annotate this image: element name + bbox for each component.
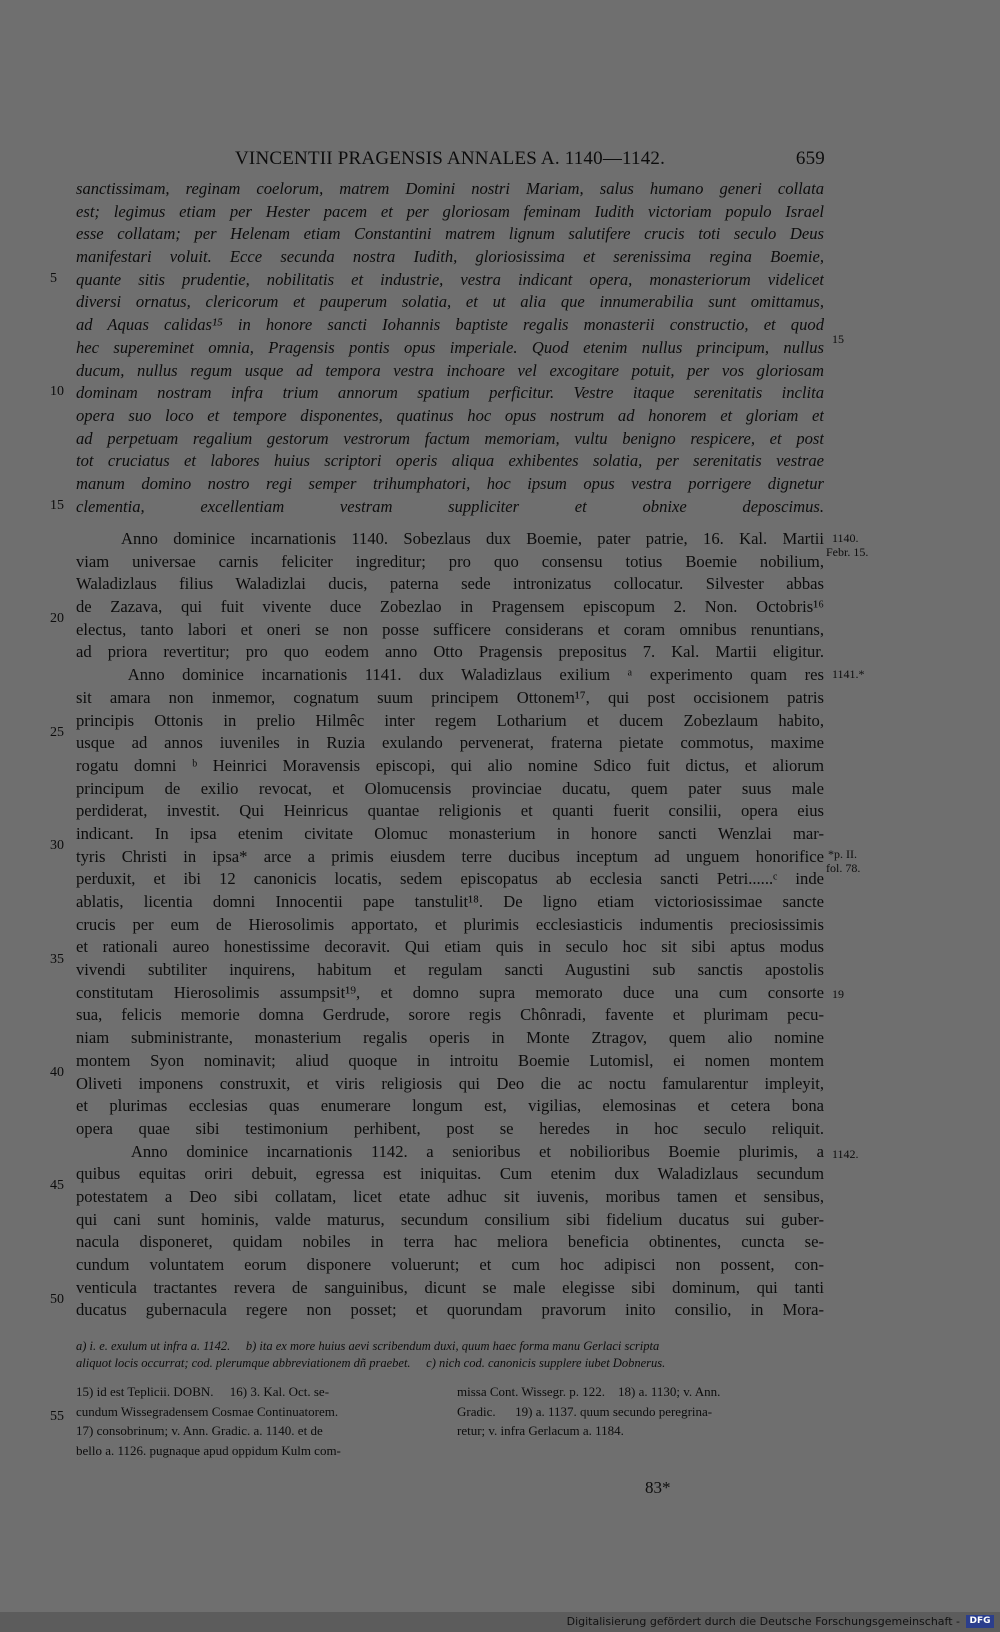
text-line: manum domino nostro regi semper trihumphatori, hoc ipsum opus vestra porrigere dignetur <box>76 473 824 493</box>
footnote-line: 15) id est Teplicii. DOBN. 16) 3. Kal. Oct. se- <box>76 1384 330 1399</box>
text-line: indicant. In ipsa etenim civitate Olomuc monasterium in honore sancti Wenzlai mar- <box>76 823 824 843</box>
text-line: potestatem a Deo sibi collatam, licet etate adhuc sit iuvenis, moribus tamen et sensibus, <box>76 1186 824 1206</box>
text-line: usque ad annos iuveniles in Ruzia exulando pervenerat, fraterna pietate commotus, maxime <box>76 733 824 753</box>
text-line: Oliveti imponens construxit, et viris religiosis qui Deo die ac noctu famularentur impleyit, <box>76 1073 824 1093</box>
footnote-line: bello a. 1126. pugnaque apud oppidum Kulm com- <box>76 1442 341 1458</box>
line-number: 5 <box>50 271 57 286</box>
text-line: Waladizlaus filius Waladizlai ducis, paterna sede intronizatus collocatur. Silvester abbas <box>76 574 824 594</box>
text-line: de Zazava, qui fuit vivente duce Zobezlao in Pragensem episcopum 2. Non. Octobris¹⁶ <box>76 597 824 617</box>
text-line: sanctissimam, reginam coelorum, matrem Domini nostri Mariam, salus humano generi collata <box>76 179 824 198</box>
text-line: est; legimus etiam per Hester pacem et per gloriosam feminam Iudith victoriam populo Israel <box>76 201 824 221</box>
text-line: Anno dominice incarnationis 1140. Sobezlaus dux Boemie, pater patrie, 16. Kal. Martii <box>76 529 824 548</box>
footnotes-left-column <box>76 1382 446 1460</box>
line-number: 10 <box>50 384 64 399</box>
text-line: perdiderat, investit. Qui Heinricus quantae religionis et quanti fuerit consilii, opera eius <box>76 801 824 821</box>
text-line: montem Syon nominavit; aliud quoque in introitu Boemie Lutomisl, ei nomen montem <box>76 1050 824 1070</box>
text-line: ducatus gubernacula regere non posset; et quorundam pravorum inito consilio, in Mora- <box>76 1300 824 1320</box>
text-line: quibus equitas oriri debuit, egressa est iniquitas. Cum etenim dux Waladizlaus secundum <box>76 1164 824 1184</box>
text-line: sua, felicis memorie domna Gerdrude, sorore regis Chônradi, favente et plurimam pecu- <box>76 1005 824 1025</box>
text-line: cundum voluntatem eorum disponere voluerunt; et cum hoc adipisci non possent, con- <box>76 1255 824 1274</box>
footnote-line: Gradic. 19) a. 1137. quum secundo peregrina- <box>457 1403 713 1419</box>
line-number: 20 <box>50 611 64 626</box>
margin-year-1141: 1141.* <box>832 667 865 681</box>
text-line: quante sitis prudentie, nobilitatis et industrie, vestra indicant opera, monasteriorum videlicet <box>76 269 824 289</box>
margin-note-19: 19 <box>832 987 844 1001</box>
footnote-line: retur; v. infra Gerlacum a. 1184. <box>457 1423 624 1438</box>
text-line: opera quae sibi testimonium perhibent, post se heredes in hoc seculo reliquit. <box>76 1118 824 1138</box>
text-line: principis Ottonis in prelio Hilmêc inter regem Lotharium et ducem Zobezlaum habito, <box>76 710 824 730</box>
text-line: ad priora revertitur; pro quo eodem anno Otto Pragensis prepositus 7. Kal. Martii eligitur. <box>76 642 824 662</box>
line-number: 50 <box>50 1292 64 1307</box>
line-number: 35 <box>50 952 64 967</box>
line-number: 45 <box>50 1178 64 1193</box>
text-line: et rationali aureo honestissime decoravit. Qui etiam quis in seculo hoc sit sibi aptus modus <box>76 937 824 957</box>
text-line: dominam nostram infra trium annorum spatium perficitur. Vestre itaque serenitatis inclita <box>76 383 824 403</box>
text-line: Anno dominice incarnationis 1142. a senioribus et nobilioribus Boemie plurimis, a <box>76 1141 824 1161</box>
text-line: perduxit, et ibi 12 canonicis locatis, sedem episcopatus ab ecclesia sancti Petri......ᶜ inde <box>76 869 824 889</box>
text-line: viam universae carnis feliciter ingreditur; pro quo consensu totius Boemie nobilium, <box>76 551 824 571</box>
margin-year-1142: 1142. <box>832 1147 859 1161</box>
margin-page-ref: *p. II. <box>828 847 857 861</box>
text-line: rogatu domni ᵇ Heinrici Moravensis episcopi, qui alio nomine Sdico fuit dictus, et aliorum <box>76 755 824 775</box>
text-line: tyris Christi in ipsa* arce a primis eiusdem terre ducibus inceptum ad unguem honorifice <box>76 846 824 866</box>
text-line: principum de exilio revocat, et Olomucensis provinciae ducatu, quem pater suus male <box>76 778 824 798</box>
margin-folio-ref: fol. 78. <box>826 861 861 875</box>
running-title: VINCENTII PRAGENSIS ANNALES A. 1140—1142. <box>235 148 666 169</box>
text-line: esse collatam; per Helenam etiam Constantini matrem lignum salutifere crucis toti seculo Deus <box>76 224 824 244</box>
text-line: electus, tanto labori et oneri se non posse sufficere considerans et coram omnibus renuntians, <box>76 619 824 639</box>
italic-dedication <box>76 178 824 518</box>
margin-note-15: 15 <box>832 332 844 346</box>
line-number: 55 <box>50 1409 64 1424</box>
text-line: Anno dominice incarnationis 1141. dux Waladizlaus exilium ᵃ experimento quam res <box>76 665 824 685</box>
text-line: venticula tractantes revera de sanguinibus, dicunt se male elegisse sibi dominum, qui tanti <box>76 1277 824 1297</box>
text-line: ad Aquas calidas¹⁵ in honore sancti Iohannis baptiste regalis monasterii constructio, et quod <box>76 315 824 335</box>
dfg-logo: DFG <box>966 1615 994 1628</box>
text-line: ducum, nullus regum usque ad tempora vestra inchoare vel excogitare potuit, per vos gloriosam <box>76 360 824 380</box>
footnote-line: 17) consobrinum; v. Ann. Gradic. a. 1140. et de <box>76 1423 323 1438</box>
text-line: crucis per eum de Hierosolimis apportato, et plurimis ecclesiasticis indumentis preciosissimis <box>76 914 824 934</box>
margin-date-febr: Febr. 15. <box>826 545 869 559</box>
critical-apparatus <box>76 1338 824 1372</box>
text-line: qui cani sunt hominis, valde maturus, secundum consilium sibi fidelium ducatus sui guber- <box>76 1209 824 1229</box>
line-number: 25 <box>50 725 64 740</box>
credit-bar <box>0 1612 1000 1632</box>
footnotes-right-column <box>457 1382 827 1441</box>
line-number: 30 <box>50 838 64 853</box>
text-line: manifestari voluit. Ecce secunda nostra Iudith, gloriosissima et serenissima regina Boemie, <box>76 247 824 267</box>
footnote-line: a) i. e. exulum ut infra a. 1142. b) ita ex more huius aevi scribendum duxi, quum haec forma manu Gerlaci scripta <box>76 1339 660 1353</box>
text-line: constitutam Hierosolimis assumpsit¹⁹, et domno supra memorato duce una cum consorte <box>76 982 824 1002</box>
credit-text: Digitalisierung gefördert durch die Deutsche Forschungsgemeinschaft - <box>566 1615 960 1628</box>
text-line: hec supereminet omnia, Pragensis pontis opus imperiale. Quod etenim nullus principum, nullus <box>76 337 824 357</box>
margin-year-1140: 1140. <box>832 531 859 545</box>
text-line: et plurimas ecclesias quas enumerare longum est, vigilias, elemosinas et cetera bona <box>76 1096 824 1116</box>
page-number: 659 <box>795 148 825 169</box>
text-line: diversi ornatus, clericorum et pauperum solatia, et ut alia que innumerabilia sunt omittamus, <box>76 292 824 312</box>
text-line: opera suo loco et tempore disponentes, quatinus hoc opus nostrum ad honorem et gloriam et <box>76 405 824 425</box>
text-line: tot cruciatus et labores huius scriptori operis aliqua exhibentes solatia, per serenitatis vestrae <box>76 451 824 471</box>
text-line: sit amara non inmemor, cognatum suum principem Ottonem¹⁷, qui post occisionem patris <box>76 687 824 707</box>
signature-mark: 83* <box>645 1478 671 1497</box>
footnote-line: missa Cont. Wissegr. p. 122. 18) a. 1130; v. Ann. <box>457 1384 721 1399</box>
text-line: ad perpetuam regalium gestorum vestrorum factum memoriam, vultu benigno respicere, et post <box>76 428 824 448</box>
text-line: ablatis, licentia domni Innocentii pape tanstulit¹⁸. De ligno etiam victoriosissimae sancte <box>76 892 824 911</box>
text-line: niam subministrante, monasterium regalis operis in Monte Ztragov, quem alio nomine <box>76 1028 824 1048</box>
annals-body <box>76 528 824 1322</box>
text-line: nacula disponeret, quidam nobiles in terra hac meliora beneficia obtinentes, cuncta se- <box>76 1232 824 1252</box>
line-number: 40 <box>50 1065 64 1080</box>
line-number: 15 <box>50 498 64 513</box>
footnote-line: aliquot locis occurrat; cod. plerumque abbreviationem dñ praebet. c) nich cod. canonicis supplere iubet Dobnerus. <box>76 1356 666 1370</box>
text-line: clementia, excellentiam vestram suppliciter et obnixe deposcimus. <box>76 496 824 516</box>
footnote-line: cundum Wissegradensem Cosmae Continuatorem. <box>76 1403 339 1419</box>
text-line: vivendi subtiliter inquirens, habitum et regulam sancti Augustini sub sanctis apostolis <box>76 960 824 980</box>
